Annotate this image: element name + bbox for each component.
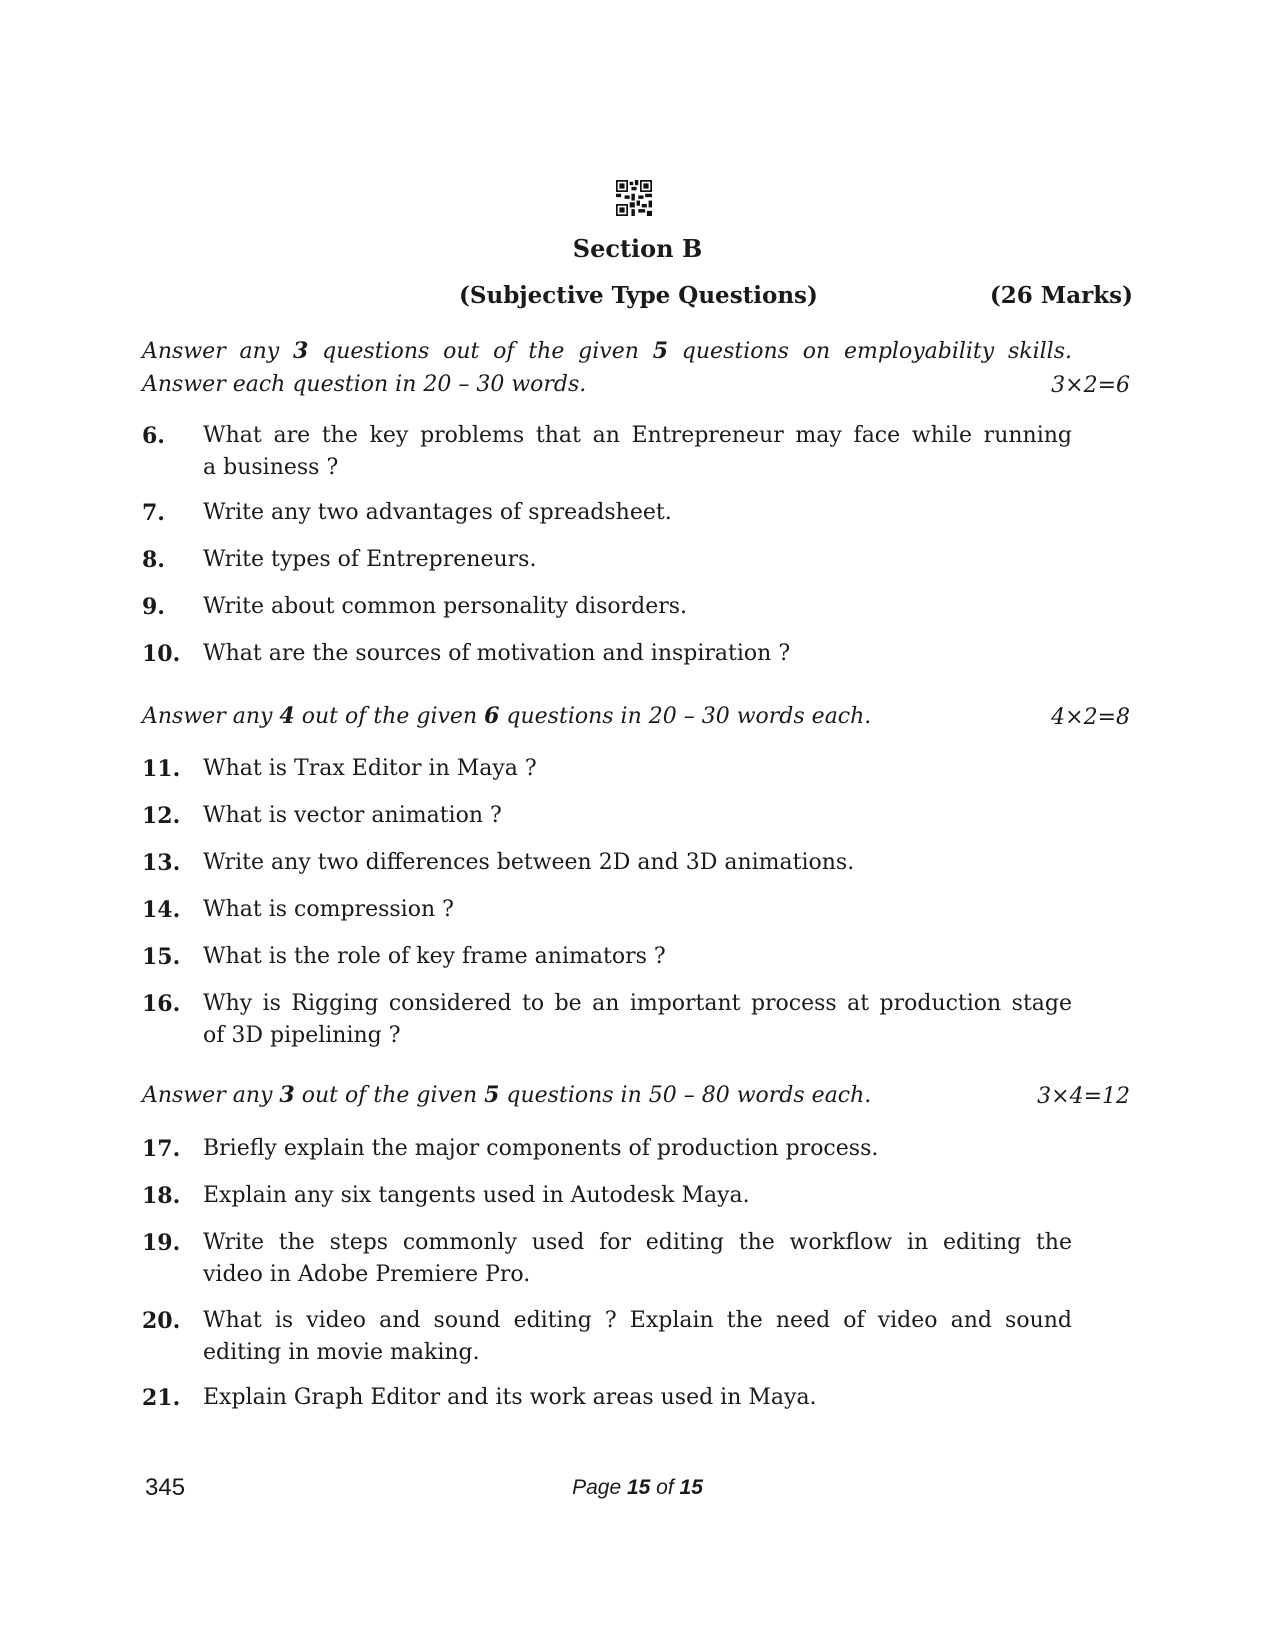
question-text: Briefly explain the major components of production process. [203,1136,879,1161]
question [142,753,1072,785]
question-number: 11. [142,756,181,782]
group-3-marks: 3×4=12 [1037,1084,1130,1109]
question-number: 21. [142,1385,181,1411]
question-number: 15. [142,944,181,970]
qr-code-icon [616,180,652,216]
question [142,420,1072,484]
question-number: 6. [142,423,165,449]
question-text: Write types of Entrepreneurs. [203,547,537,572]
question-text: What are the key problems that an Entrepreneur may face while running [203,423,1072,448]
question-text: What is video and sound editing ? Explain the need of video and sound [203,1308,1072,1333]
question [142,1305,1072,1369]
group-1-instruction-line-2: Answer each question in 20 – 30 words. [142,372,587,397]
question [142,800,1072,832]
question-number: 7. [142,500,165,526]
question-number: 14. [142,897,181,923]
question-text-continued: editing in movie making. [203,1340,480,1365]
question-number: 16. [142,991,181,1017]
question-number: 19. [142,1230,181,1256]
section-title: Section B [572,234,703,263]
question-text: What are the sources of motivation and inspiration ? [203,641,791,666]
question-text: Why is Rigging considered to be an important process at production stage [203,991,1072,1016]
question-number: 13. [142,850,181,876]
question-text: Write any two differences between 2D and 3D animations. [203,850,855,875]
question-text-continued: video in Adobe Premiere Pro. [203,1262,531,1287]
question [142,1180,1072,1212]
question-number: 18. [142,1183,181,1209]
question [142,1227,1072,1291]
question-text-continued: a business ? [203,455,339,480]
paper-code: 345 [145,1474,186,1501]
question [142,497,1072,529]
question-number: 9. [142,594,165,620]
question-text: What is vector animation ? [203,803,502,828]
question [142,1133,1072,1165]
question-text: Write about common personality disorders. [203,594,688,619]
question-text: Explain any six tangents used in Autodesk Maya. [203,1183,750,1208]
question [142,847,1072,879]
group-1-instruction [142,335,1072,401]
question [142,894,1072,926]
group-2-marks: 4×2=8 [1051,705,1130,730]
question-number: 8. [142,547,165,573]
question [142,988,1072,1052]
question-text: What is compression ? [203,897,454,922]
question-text: What is Trax Editor in Maya ? [203,756,537,781]
question-text: Write any two advantages of spreadsheet. [203,500,672,525]
group-1-instruction-line-1: Answer any 3 questions out of the given 5 questions on employability skills. [142,338,1073,364]
question-text-continued: of 3D pipelining ? [203,1023,401,1048]
question-text: Write the steps commonly used for editing the workflow in editing the [203,1230,1072,1255]
question-text: Explain Graph Editor and its work areas used in Maya. [203,1385,817,1410]
question [142,544,1072,576]
question-number: 10. [142,641,181,667]
question-text: What is the role of key frame animators ? [203,944,666,969]
page-number: Page 15 of 15 [572,1476,703,1499]
question-number: 20. [142,1308,181,1334]
question [142,1382,1072,1414]
question-number: 12. [142,803,181,829]
question [142,638,1072,670]
section-total-marks: (26 Marks) [989,282,1133,309]
group-2-instruction: Answer any 4 out of the given 6 questions in 20 – 30 words each. [142,703,872,729]
section-subtitle: (Subjective Type Questions) [459,282,818,309]
group-3-instruction: Answer any 3 out of the given 5 questions in 50 – 80 words each. [142,1082,872,1108]
group-1-marks: 3×2=6 [1051,373,1130,398]
question [142,941,1072,973]
question [142,591,1072,623]
question-number: 17. [142,1136,181,1162]
